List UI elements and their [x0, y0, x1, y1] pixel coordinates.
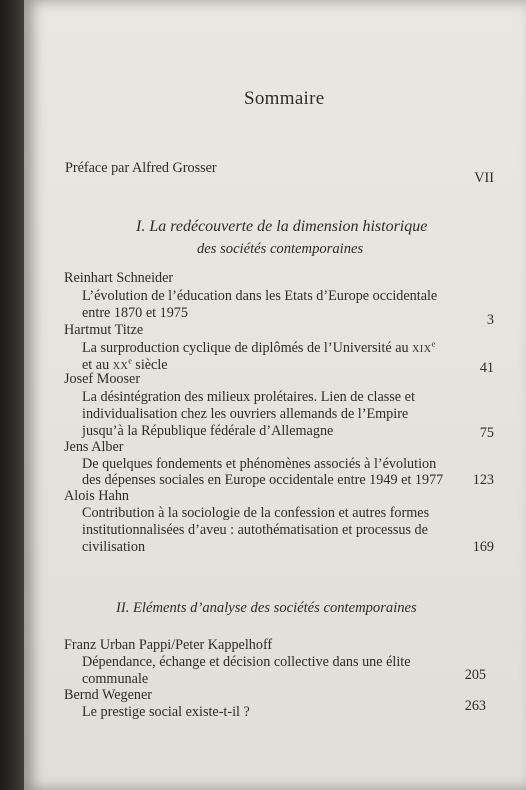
entry-title-line: individualisation chez les ouvriers allemands de l’Empire: [82, 406, 409, 422]
entry-author: Reinhart Schneider: [64, 270, 174, 286]
page-title: Sommaire: [244, 88, 325, 109]
entry-title-line: et au $xx^e$ siècle: [82, 356, 168, 373]
entry-title-line: Le prestige social existe-t-il ?: [82, 704, 250, 720]
entry-page-number: 41: [479, 360, 494, 376]
book-page: [24, 0, 526, 790]
entry-title-line: La surproduction cyclique de diplômés de l’Université au xix$^e$: [82, 339, 436, 356]
entry-author: Hartmut Titze: [64, 322, 144, 338]
entry-title-line: des dépenses sociales en Europe occidentale entre 1949 et 1977: [82, 472, 444, 488]
preface-entry: Préface par Alfred Grosser: [65, 160, 217, 176]
entry-title-line: La désintégration des milieux prolétaires. Lien de classe et: [82, 389, 415, 405]
entry-author: Franz Urban Pappi/Peter Kappelhoff: [64, 637, 273, 653]
book-spine-shadow: [0, 0, 26, 790]
entry-title-line: Dépendance, échange et décision collective dans une élite: [82, 654, 411, 670]
part-1-subheading: des sociétés contemporaines: [197, 241, 364, 257]
entry-title-line: jusqu’à la République fédérale d’Allemagne: [82, 423, 334, 439]
entry-title-line: civilisation: [82, 539, 146, 555]
entry-page-number: 3: [486, 312, 494, 328]
entry-author: Bernd Wegener: [64, 687, 153, 703]
entry-page-number: 123: [472, 472, 494, 488]
entry-page-number: 205: [464, 667, 486, 683]
part-1-heading: I. La redécouverte de la dimension historique: [136, 218, 428, 235]
entry-page-number: 169: [472, 539, 494, 555]
entry-page-number: 263: [464, 698, 486, 714]
entry-author: Alois Hahn: [64, 488, 130, 504]
entry-title-line: De quelques fondements et phénomènes associés à l’évolution: [82, 456, 437, 472]
entry-title-line: institutionnalisées d’aveu : autothématisation et processus de: [82, 522, 428, 538]
part-2-heading: II. Eléments d’analyse des sociétés contemporaines: [116, 600, 417, 616]
preface-page-number: VII: [474, 170, 494, 186]
entry-title-line: entre 1870 et 1975: [82, 305, 188, 321]
entry-title-line: L’évolution de l’éducation dans les Etats d’Europe occidentale: [82, 288, 438, 304]
entry-author: Josef Mooser: [64, 371, 141, 387]
entry-author: Jens Alber: [64, 439, 124, 455]
entry-title-line: communale: [82, 671, 149, 687]
entry-page-number: 75: [479, 425, 494, 441]
entry-title-line: Contribution à la sociologie de la confession et autres formes: [82, 505, 430, 521]
